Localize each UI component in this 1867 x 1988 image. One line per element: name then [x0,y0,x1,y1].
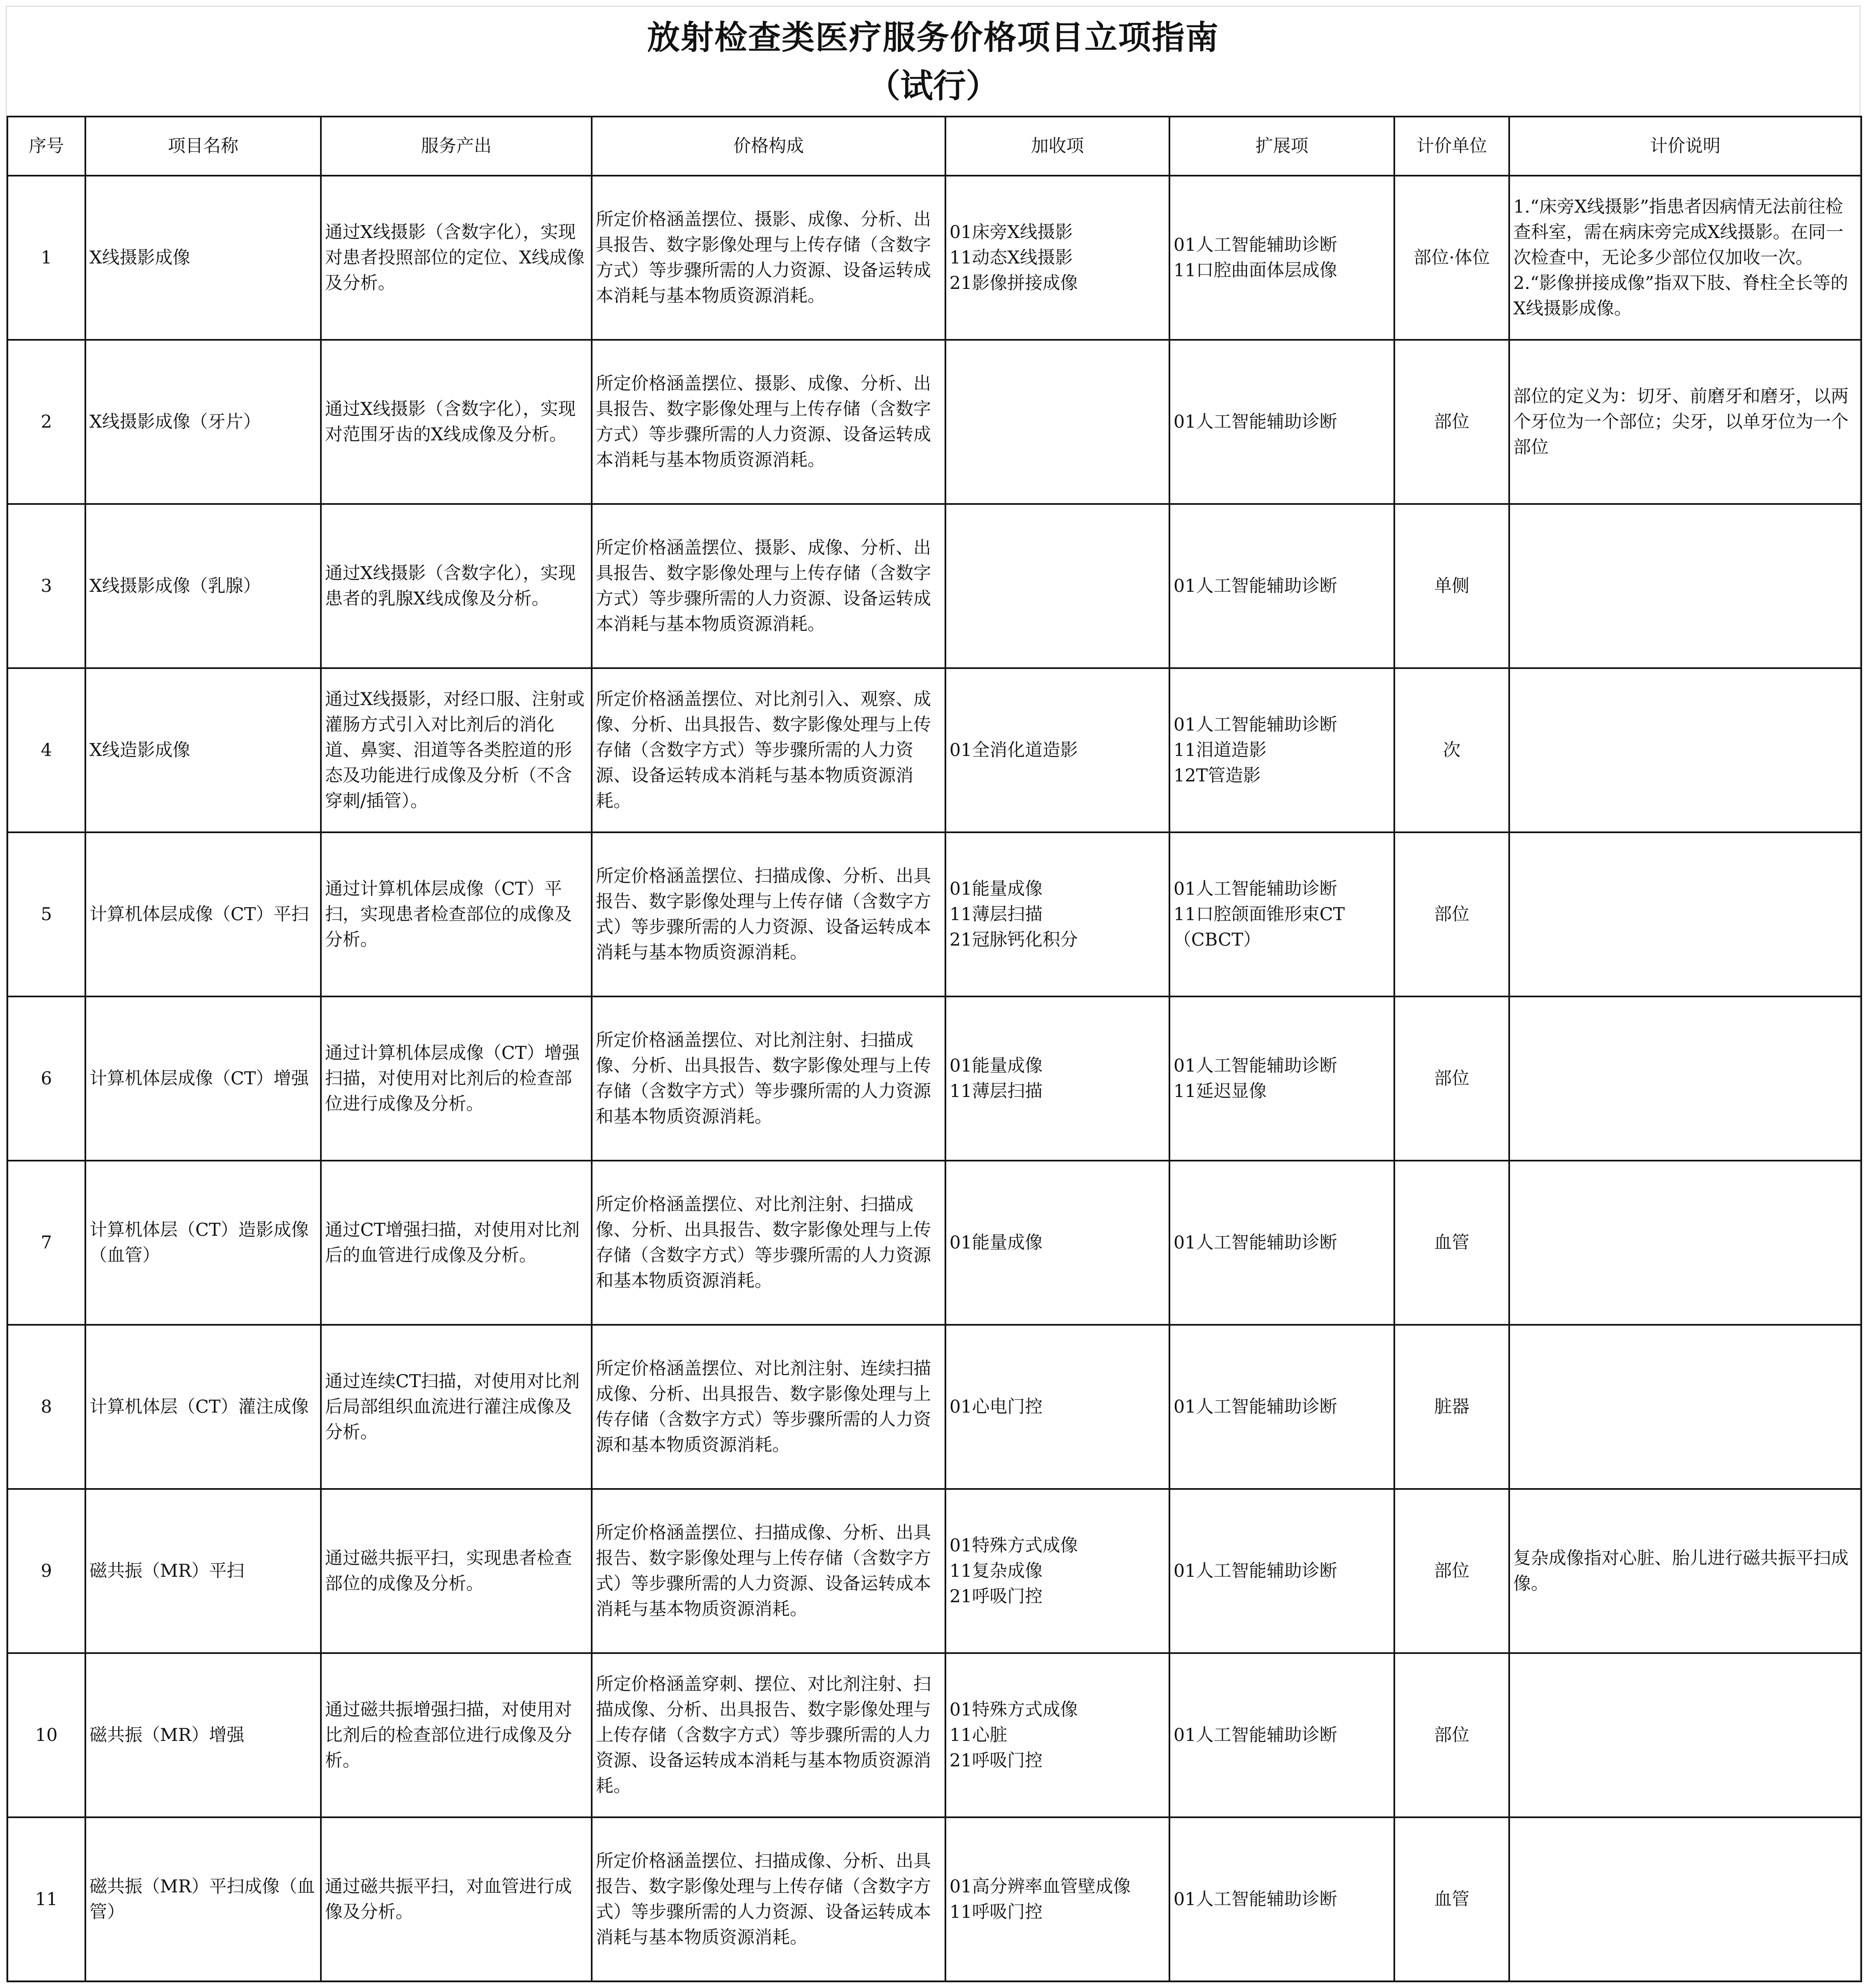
table-row [7,1325,1861,1489]
cell-no: 1 [7,176,85,340]
header-surcharge: 加收项 [945,117,1169,176]
cell-surcharge: 01能量成像 11薄层扫描 21冠脉钙化积分 [945,832,1169,996]
cell-output: 通过CT增强扫描，对使用对比剂后的血管进行成像及分析。 [321,1161,592,1325]
cell-unit: 次 [1394,668,1509,832]
table-row [7,1489,1861,1653]
document-subtitle: （试行） [867,66,999,105]
cell-unit: 部位 [1394,1489,1509,1653]
cell-composition: 所定价格涵盖摆位、摄影、成像、分析、出具报告、数字影像处理与上传存储（含数字方式）等步骤所需的人力资源、设备运转成本消耗与基本物质资源消耗。 [592,176,945,340]
cell-surcharge: 01床旁X线摄影 11动态X线摄影 21影像拼接成像 [945,176,1169,340]
cell-note [1509,504,1861,668]
cell-unit: 部位 [1394,996,1509,1161]
cell-composition: 所定价格涵盖穿刺、摆位、对比剂注射、扫描成像、分析、出具报告、数字影像处理与上传存储（含数字方式）等步骤所需的人力资源、设备运转成本消耗与基本物质资源消耗。 [592,1653,945,1817]
table-row [7,1161,1861,1325]
cell-note [1509,832,1861,996]
cell-composition: 所定价格涵盖摆位、对比剂注射、扫描成像、分析、出具报告、数字影像处理与上传存储（含数字方式）等步骤所需的人力资源和基本物质资源消耗。 [592,996,945,1161]
cell-unit: 单侧 [1394,504,1509,668]
pricing-table [7,116,1862,1982]
cell-note [1509,1325,1861,1489]
cell-composition: 所定价格涵盖摆位、对比剂注射、连续扫描成像、分析、出具报告、数字影像处理与上传存储（含数字方式）等步骤所需的人力资源和基本物质资源消耗。 [592,1325,945,1489]
cell-note [1509,1161,1861,1325]
cell-note: 部位的定义为：切牙、前磨牙和磨牙，以两个牙位为一个部位；尖牙，以单牙位为一个部位 [1509,340,1861,504]
table-header-row [7,117,1861,176]
cell-extension: 01人工智能辅助诊断 [1169,1653,1394,1817]
cell-output: 通过磁共振增强扫描，对使用对比剂后的检查部位进行成像及分析。 [321,1653,592,1817]
cell-surcharge [945,504,1169,668]
cell-extension: 01人工智能辅助诊断 [1169,340,1394,504]
cell-composition: 所定价格涵盖摆位、扫描成像、分析、出具报告、数字影像处理与上传存储（含数字方式）等步骤所需的人力资源、设备运转成本消耗与基本物质资源消耗。 [592,832,945,996]
cell-unit: 血管 [1394,1817,1509,1981]
cell-output: 通过X线摄影（含数字化），实现对患者投照部位的定位、X线成像及分析。 [321,176,592,340]
cell-extension: 01人工智能辅助诊断 [1169,504,1394,668]
cell-extension: 01人工智能辅助诊断 11口腔颌面锥形束CT（CBCT） [1169,832,1394,996]
cell-surcharge: 01特殊方式成像 11复杂成像 21呼吸门控 [945,1489,1169,1653]
cell-no: 6 [7,996,85,1161]
cell-no: 4 [7,668,85,832]
cell-note [1509,996,1861,1161]
cell-name: X线摄影成像（牙片） [85,340,321,504]
cell-name: 计算机体层成像（CT）增强 [85,996,321,1161]
cell-note [1509,1653,1861,1817]
header-unit: 计价单位 [1394,117,1509,176]
cell-extension: 01人工智能辅助诊断 [1169,1817,1394,1981]
cell-output: 通过X线摄影（含数字化），实现对范围牙齿的X线成像及分析。 [321,340,592,504]
cell-surcharge: 01能量成像 [945,1161,1169,1325]
cell-unit: 血管 [1394,1161,1509,1325]
title-block [6,6,1860,116]
cell-no: 3 [7,504,85,668]
cell-name: 计算机体层（CT）灌注成像 [85,1325,321,1489]
cell-composition: 所定价格涵盖摆位、摄影、成像、分析、出具报告、数字影像处理与上传存储（含数字方式）等步骤所需的人力资源、设备运转成本消耗与基本物质资源消耗。 [592,504,945,668]
table-row [7,504,1861,668]
cell-output: 通过计算机体层成像（CT）平扫，实现患者检查部位的成像及分析。 [321,832,592,996]
cell-name: X线摄影成像 [85,176,321,340]
header-extension: 扩展项 [1169,117,1394,176]
cell-extension: 01人工智能辅助诊断 11延迟显像 [1169,996,1394,1161]
cell-note: 1.“床旁X线摄影”指患者因病情无法前往检查科室，需在病床旁完成X线摄影。在同一次检查中，无论多少部位仅加收一次。 2.“影像拼接成像”指双下肢、脊柱全长等的X线摄影成像。 [1509,176,1861,340]
cell-composition: 所定价格涵盖摆位、扫描成像、分析、出具报告、数字影像处理与上传存储（含数字方式）等步骤所需的人力资源、设备运转成本消耗与基本物质资源消耗。 [592,1489,945,1653]
header-note: 计价说明 [1509,117,1861,176]
cell-extension: 01人工智能辅助诊断 [1169,1489,1394,1653]
cell-composition: 所定价格涵盖摆位、摄影、成像、分析、出具报告、数字影像处理与上传存储（含数字方式）等步骤所需的人力资源、设备运转成本消耗与基本物质资源消耗。 [592,340,945,504]
cell-unit: 部位 [1394,1653,1509,1817]
cell-no: 7 [7,1161,85,1325]
cell-unit: 部位 [1394,340,1509,504]
cell-extension: 01人工智能辅助诊断 [1169,1325,1394,1489]
cell-name: 磁共振（MR）平扫 [85,1489,321,1653]
cell-unit: 部位·体位 [1394,176,1509,340]
header-no: 序号 [7,117,85,176]
cell-surcharge: 01心电门控 [945,1325,1169,1489]
cell-extension: 01人工智能辅助诊断 11口腔曲面体层成像 [1169,176,1394,340]
table-row [7,340,1861,504]
table-row [7,176,1861,340]
cell-output: 通过磁共振平扫，对血管进行成像及分析。 [321,1817,592,1981]
cell-note [1509,668,1861,832]
cell-unit: 脏器 [1394,1325,1509,1489]
cell-name: X线造影成像 [85,668,321,832]
cell-composition: 所定价格涵盖摆位、扫描成像、分析、出具报告、数字影像处理与上传存储（含数字方式）等步骤所需的人力资源、设备运转成本消耗与基本物质资源消耗。 [592,1817,945,1981]
cell-output: 通过磁共振平扫，实现患者检查部位的成像及分析。 [321,1489,592,1653]
cell-surcharge: 01高分辨率血管壁成像 11呼吸门控 [945,1817,1169,1981]
cell-unit: 部位 [1394,832,1509,996]
cell-no: 8 [7,1325,85,1489]
cell-no: 2 [7,340,85,504]
cell-name: 磁共振（MR）增强 [85,1653,321,1817]
table-row [7,996,1861,1161]
table-body [7,176,1861,1981]
cell-name: 计算机体层（CT）造影成像（血管） [85,1161,321,1325]
cell-name: X线摄影成像（乳腺） [85,504,321,668]
cell-output: 通过计算机体层成像（CT）增强扫描，对使用对比剂后的检查部位进行成像及分析。 [321,996,592,1161]
cell-surcharge: 01能量成像 11薄层扫描 [945,996,1169,1161]
cell-surcharge [945,340,1169,504]
cell-name: 计算机体层成像（CT）平扫 [85,832,321,996]
header-composition: 价格构成 [592,117,945,176]
cell-no: 5 [7,832,85,996]
cell-extension: 01人工智能辅助诊断 11泪道造影 12T管造影 [1169,668,1394,832]
cell-note [1509,1817,1861,1981]
document-title: 放射检查类医疗服务价格项目立项指南 [647,18,1219,57]
cell-surcharge: 01全消化道造影 [945,668,1169,832]
cell-output: 通过连续CT扫描，对使用对比剂后局部组织血流进行灌注成像及分析。 [321,1325,592,1489]
cell-no: 9 [7,1489,85,1653]
header-output: 服务产出 [321,117,592,176]
table-row [7,668,1861,832]
cell-no: 11 [7,1817,85,1981]
cell-extension: 01人工智能辅助诊断 [1169,1161,1394,1325]
cell-surcharge: 01特殊方式成像 11心脏 21呼吸门控 [945,1653,1169,1817]
table-row [7,832,1861,996]
cell-output: 通过X线摄影（含数字化），实现患者的乳腺X线成像及分析。 [321,504,592,668]
cell-composition: 所定价格涵盖摆位、对比剂注射、扫描成像、分析、出具报告、数字影像处理与上传存储（含数字方式）等步骤所需的人力资源和基本物质资源消耗。 [592,1161,945,1325]
cell-name: 磁共振（MR）平扫成像（血管） [85,1817,321,1981]
header-name: 项目名称 [85,117,321,176]
cell-no: 10 [7,1653,85,1817]
table-row [7,1653,1861,1817]
cell-output: 通过X线摄影，对经口服、注射或灌肠方式引入对比剂后的消化道、鼻窦、泪道等各类腔道的形态及功能进行成像及分析（不含穿刺/插管）。 [321,668,592,832]
cell-note: 复杂成像指对心脏、胎儿进行磁共振平扫成像。 [1509,1489,1861,1653]
table-row [7,1817,1861,1981]
cell-composition: 所定价格涵盖摆位、对比剂引入、观察、成像、分析、出具报告、数字影像处理与上传存储（含数字方式）等步骤所需的人力资源、设备运转成本消耗与基本物质资源消耗。 [592,668,945,832]
